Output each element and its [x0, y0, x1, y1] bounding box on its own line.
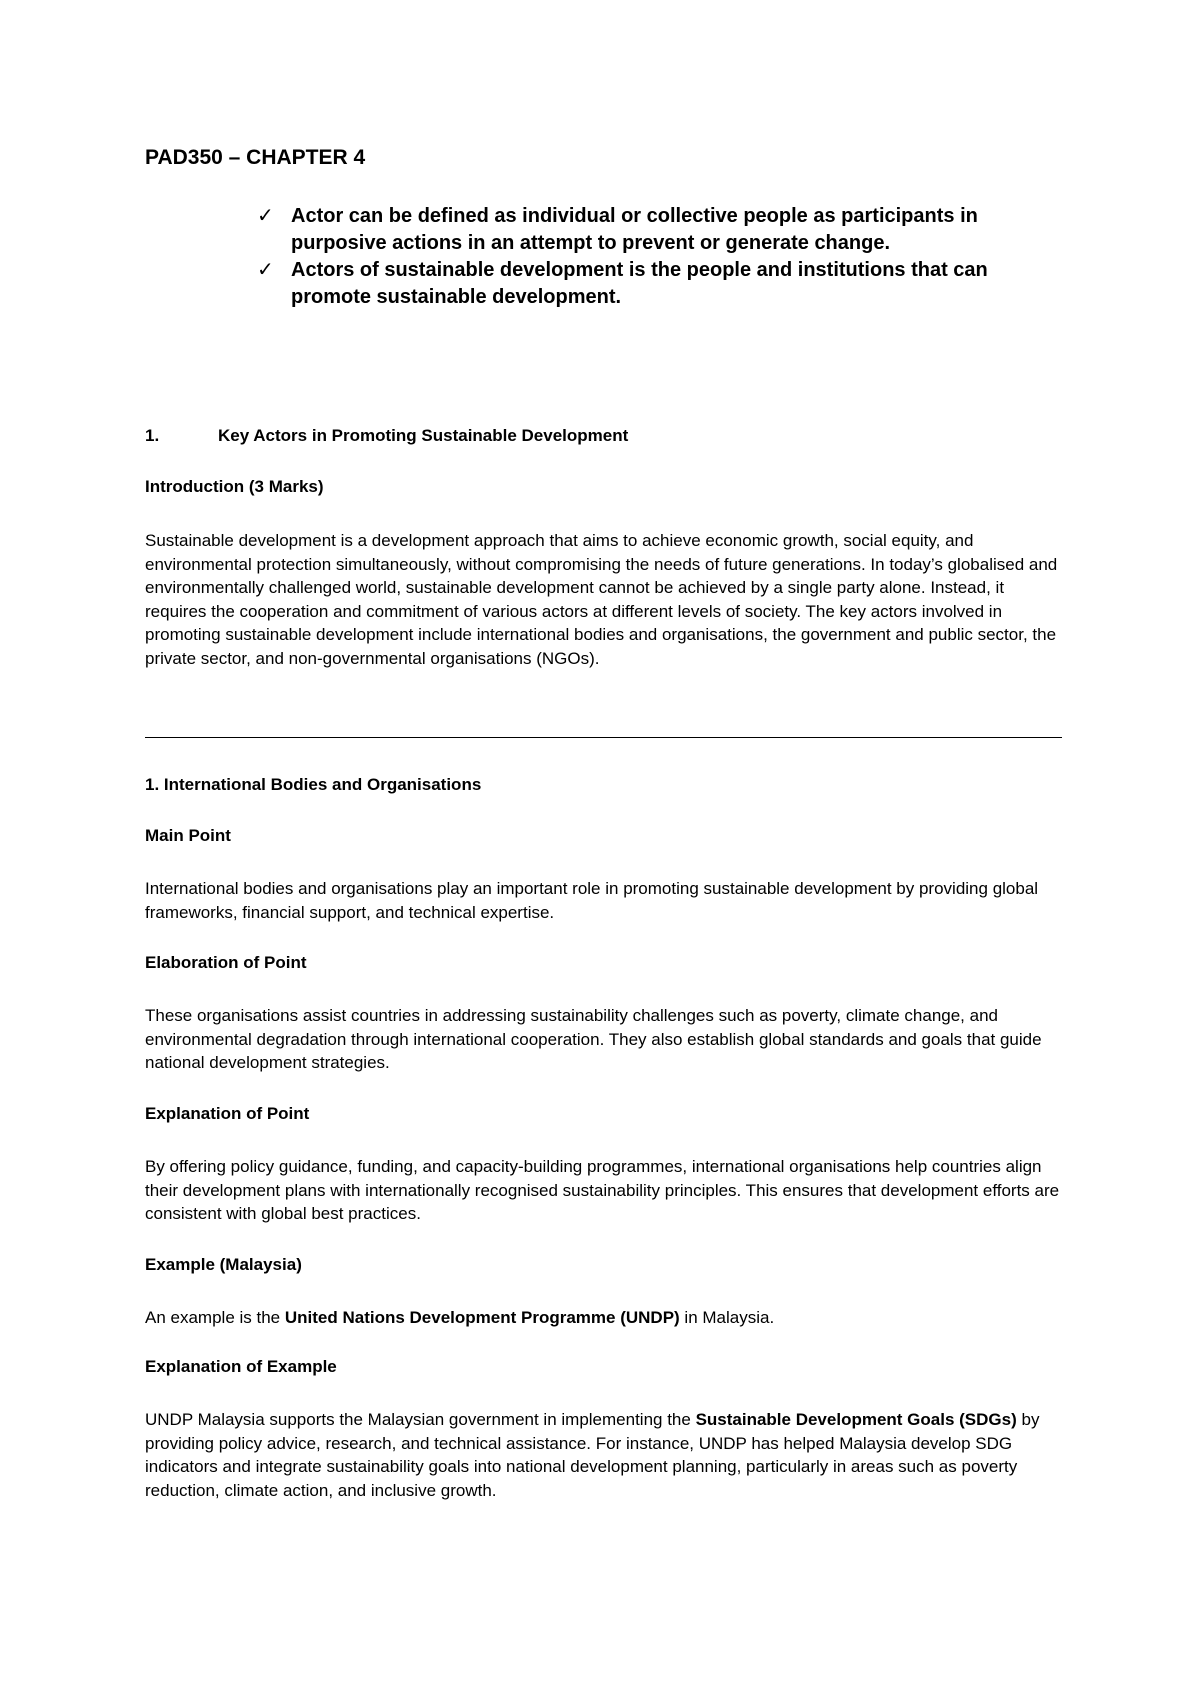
example-explanation-text: UNDP Malaysia supports the Malaysian government in implementing the Sustainable Development Goals (SDGs) by providing policy advice, research, and technical assistance. For instance, UNDP has helped Malaysia develop SDG indicators and integrate sustainability goals into national development planning, particularly in areas such as poverty reduction, climate action, and inclusive growth. [145, 1410, 1040, 1500]
checklist-item [257, 203, 1057, 257]
example-heading: Example (Malaysia) [145, 1255, 302, 1274]
checklist-item-text: Actors of sustainable development is the people and institutions that can promote sustainable development. [291, 259, 988, 308]
example-text: An example is the United Nations Development Programme (UNDP) in Malaysia. [145, 1308, 775, 1327]
example-explanation-heading: Explanation of Example [145, 1357, 337, 1376]
check-icon: ✓ [257, 259, 274, 281]
page-title: PAD350 – CHAPTER 4 [145, 146, 366, 169]
introduction-text: Sustainable development is a development approach that aims to achieve economic growth, social equity, and environmental protection simultaneously, without compromising the needs of future generations. In today’s globalised and environmentally challenged world, sustainable development cannot be achieved by a single party alone. Instead, it requires the cooperation and commitment of various actors at different levels of society. The key actors involved in promoting sustainable development include international bodies and organisations, the government and public sector, the private sector, and non-governmental organisations (NGOs). [145, 531, 1058, 668]
check-icon: ✓ [257, 205, 274, 227]
definition-checklist [257, 203, 1057, 311]
example-organisation: United Nations Development Programme (UNDP) [284, 1308, 680, 1327]
elaboration-text: These organisations assist countries in addressing sustainability challenges such as poverty, climate change, and environmental degradation through international cooperation. They also establish global standards and goals that guide national development strategies. [145, 1006, 1042, 1072]
main-point-heading: Main Point [145, 826, 231, 845]
checklist-item [257, 257, 1057, 311]
sdg-term: Sustainable Development Goals (SDGs) [695, 1410, 1017, 1429]
section-title: Key Actors in Promoting Sustainable Development [218, 426, 629, 445]
section-heading [145, 426, 628, 446]
horizontal-divider [145, 737, 1062, 738]
introduction-heading: Introduction (3 Marks) [145, 477, 324, 496]
main-point-text: International bodies and organisations play an important role in promoting sustainable development by providing global frameworks, financial support, and technical expertise. [145, 879, 1039, 922]
elaboration-heading: Elaboration of Point [145, 953, 307, 972]
actor-heading: 1. International Bodies and Organisations [145, 775, 482, 794]
explanation-text: By offering policy guidance, funding, and capacity-building programmes, international organisations help countries align their development plans with internationally recognised sustainability principles. This ensures that development efforts are consistent with global best practices. [145, 1157, 1060, 1223]
checklist-item-text: Actor can be defined as individual or collective people as participants in purposive actions in an attempt to prevent or generate change. [291, 205, 978, 254]
section-number: 1. [145, 426, 160, 445]
explanation-heading: Explanation of Point [145, 1104, 310, 1123]
